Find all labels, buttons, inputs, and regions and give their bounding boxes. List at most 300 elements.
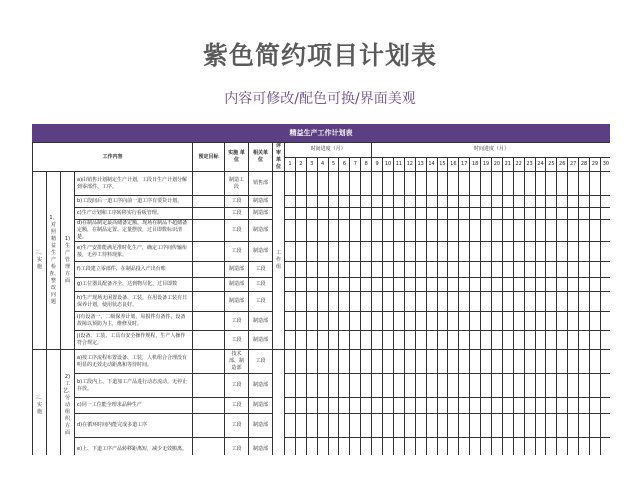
schedule-cell[interactable]: [481, 398, 492, 414]
schedule-cell[interactable]: [404, 262, 415, 278]
schedule-cell[interactable]: [404, 242, 415, 262]
schedule-cell[interactable]: [285, 242, 296, 262]
schedule-cell[interactable]: [491, 350, 502, 374]
schedule-cell[interactable]: [415, 262, 426, 278]
schedule-cell[interactable]: [481, 350, 492, 374]
schedule-cell[interactable]: [448, 242, 459, 262]
schedule-cell[interactable]: [285, 398, 296, 414]
schedule-cell[interactable]: [437, 312, 448, 331]
schedule-cell[interactable]: [535, 438, 546, 456]
schedule-cell[interactable]: [350, 242, 361, 262]
schedule-cell[interactable]: [535, 312, 546, 331]
schedule-cell[interactable]: [535, 331, 546, 350]
schedule-cell[interactable]: [579, 208, 590, 220]
schedule-cell[interactable]: [491, 398, 502, 414]
schedule-cell[interactable]: [535, 414, 546, 438]
schedule-cell[interactable]: [448, 278, 459, 292]
schedule-cell[interactable]: [557, 262, 568, 278]
schedule-cell[interactable]: [502, 292, 513, 312]
schedule-cell[interactable]: [361, 398, 372, 414]
schedule-cell[interactable]: [513, 374, 524, 398]
schedule-cell[interactable]: [579, 292, 590, 312]
schedule-cell[interactable]: [372, 208, 383, 220]
schedule-cell[interactable]: [568, 172, 579, 196]
schedule-cell[interactable]: [317, 172, 328, 196]
schedule-cell[interactable]: [437, 374, 448, 398]
schedule-cell[interactable]: [568, 196, 579, 208]
schedule-cell[interactable]: [502, 312, 513, 331]
schedule-cell[interactable]: [546, 262, 557, 278]
schedule-cell[interactable]: [524, 350, 535, 374]
schedule-cell[interactable]: [404, 292, 415, 312]
schedule-cell[interactable]: [470, 350, 481, 374]
schedule-cell[interactable]: [557, 312, 568, 331]
schedule-cell[interactable]: [361, 292, 372, 312]
schedule-cell[interactable]: [557, 374, 568, 398]
schedule-cell[interactable]: [306, 208, 317, 220]
schedule-cell[interactable]: [383, 196, 394, 208]
schedule-cell[interactable]: [568, 398, 579, 414]
schedule-cell[interactable]: [383, 438, 394, 456]
schedule-cell[interactable]: [481, 438, 492, 456]
schedule-cell[interactable]: [600, 374, 610, 398]
schedule-cell[interactable]: [491, 374, 502, 398]
schedule-cell[interactable]: [328, 398, 339, 414]
schedule-cell[interactable]: [350, 220, 361, 242]
schedule-cell[interactable]: [579, 438, 590, 456]
schedule-cell[interactable]: [415, 312, 426, 331]
schedule-cell[interactable]: [361, 220, 372, 242]
schedule-cell[interactable]: [317, 331, 328, 350]
schedule-cell[interactable]: [350, 414, 361, 438]
schedule-cell[interactable]: [350, 398, 361, 414]
schedule-cell[interactable]: [393, 398, 404, 414]
schedule-cell[interactable]: [513, 292, 524, 312]
schedule-cell[interactable]: [524, 242, 535, 262]
schedule-cell[interactable]: [470, 438, 481, 456]
schedule-cell[interactable]: [328, 414, 339, 438]
schedule-cell[interactable]: [481, 292, 492, 312]
schedule-cell[interactable]: [285, 278, 296, 292]
schedule-cell[interactable]: [448, 292, 459, 312]
schedule-cell[interactable]: [448, 374, 459, 398]
schedule-cell[interactable]: [383, 262, 394, 278]
schedule-cell[interactable]: [415, 374, 426, 398]
schedule-cell[interactable]: [481, 196, 492, 208]
schedule-cell[interactable]: [350, 196, 361, 208]
schedule-cell[interactable]: [502, 414, 513, 438]
schedule-cell[interactable]: [546, 438, 557, 456]
schedule-cell[interactable]: [285, 292, 296, 312]
schedule-cell[interactable]: [600, 331, 610, 350]
schedule-cell[interactable]: [579, 312, 590, 331]
schedule-cell[interactable]: [491, 331, 502, 350]
schedule-cell[interactable]: [295, 350, 306, 374]
schedule-cell[interactable]: [437, 262, 448, 278]
schedule-cell[interactable]: [361, 172, 372, 196]
schedule-cell[interactable]: [459, 220, 470, 242]
schedule-cell[interactable]: [513, 196, 524, 208]
schedule-cell[interactable]: [426, 220, 437, 242]
schedule-cell[interactable]: [481, 278, 492, 292]
schedule-cell[interactable]: [568, 278, 579, 292]
schedule-cell[interactable]: [426, 398, 437, 414]
schedule-cell[interactable]: [448, 438, 459, 456]
schedule-cell[interactable]: [459, 208, 470, 220]
schedule-cell[interactable]: [470, 242, 481, 262]
schedule-cell[interactable]: [481, 172, 492, 196]
schedule-cell[interactable]: [426, 438, 437, 456]
schedule-cell[interactable]: [546, 414, 557, 438]
schedule-cell[interactable]: [350, 331, 361, 350]
schedule-cell[interactable]: [295, 331, 306, 350]
schedule-cell[interactable]: [295, 242, 306, 262]
schedule-cell[interactable]: [295, 172, 306, 196]
schedule-cell[interactable]: [557, 331, 568, 350]
schedule-cell[interactable]: [470, 278, 481, 292]
schedule-cell[interactable]: [513, 438, 524, 456]
schedule-cell[interactable]: [295, 374, 306, 398]
schedule-cell[interactable]: [415, 414, 426, 438]
schedule-cell[interactable]: [317, 208, 328, 220]
schedule-cell[interactable]: [372, 414, 383, 438]
schedule-cell[interactable]: [339, 292, 350, 312]
schedule-cell[interactable]: [481, 312, 492, 331]
schedule-cell[interactable]: [589, 220, 600, 242]
schedule-cell[interactable]: [306, 312, 317, 331]
schedule-cell[interactable]: [295, 278, 306, 292]
schedule-cell[interactable]: [568, 438, 579, 456]
schedule-cell[interactable]: [306, 398, 317, 414]
schedule-cell[interactable]: [372, 220, 383, 242]
schedule-cell[interactable]: [350, 350, 361, 374]
schedule-cell[interactable]: [481, 262, 492, 278]
schedule-cell[interactable]: [393, 278, 404, 292]
schedule-cell[interactable]: [383, 374, 394, 398]
schedule-cell[interactable]: [437, 414, 448, 438]
schedule-cell[interactable]: [437, 208, 448, 220]
schedule-cell[interactable]: [568, 331, 579, 350]
schedule-cell[interactable]: [568, 242, 579, 262]
schedule-cell[interactable]: [459, 278, 470, 292]
schedule-cell[interactable]: [470, 220, 481, 242]
schedule-cell[interactable]: [535, 374, 546, 398]
schedule-cell[interactable]: [557, 172, 568, 196]
schedule-cell[interactable]: [481, 220, 492, 242]
schedule-cell[interactable]: [295, 438, 306, 456]
schedule-cell[interactable]: [524, 220, 535, 242]
schedule-cell[interactable]: [600, 278, 610, 292]
schedule-cell[interactable]: [557, 220, 568, 242]
schedule-cell[interactable]: [372, 331, 383, 350]
schedule-cell[interactable]: [524, 172, 535, 196]
schedule-cell[interactable]: [546, 220, 557, 242]
schedule-cell[interactable]: [491, 292, 502, 312]
schedule-cell[interactable]: [557, 292, 568, 312]
schedule-cell[interactable]: [524, 414, 535, 438]
schedule-cell[interactable]: [546, 196, 557, 208]
schedule-cell[interactable]: [600, 312, 610, 331]
schedule-cell[interactable]: [513, 220, 524, 242]
schedule-cell[interactable]: [328, 196, 339, 208]
schedule-cell[interactable]: [393, 220, 404, 242]
schedule-cell[interactable]: [285, 172, 296, 196]
schedule-cell[interactable]: [459, 312, 470, 331]
schedule-cell[interactable]: [285, 350, 296, 374]
schedule-cell[interactable]: [481, 374, 492, 398]
schedule-cell[interactable]: [470, 331, 481, 350]
schedule-cell[interactable]: [557, 242, 568, 262]
schedule-cell[interactable]: [285, 414, 296, 438]
schedule-cell[interactable]: [306, 414, 317, 438]
schedule-cell[interactable]: [306, 172, 317, 196]
schedule-cell[interactable]: [470, 208, 481, 220]
schedule-cell[interactable]: [448, 196, 459, 208]
schedule-cell[interactable]: [339, 398, 350, 414]
schedule-cell[interactable]: [426, 350, 437, 374]
schedule-cell[interactable]: [589, 196, 600, 208]
schedule-cell[interactable]: [491, 220, 502, 242]
schedule-cell[interactable]: [513, 350, 524, 374]
schedule-cell[interactable]: [383, 220, 394, 242]
schedule-cell[interactable]: [568, 262, 579, 278]
schedule-cell[interactable]: [568, 350, 579, 374]
schedule-cell[interactable]: [306, 242, 317, 262]
schedule-cell[interactable]: [470, 398, 481, 414]
schedule-cell[interactable]: [393, 208, 404, 220]
schedule-cell[interactable]: [437, 438, 448, 456]
schedule-cell[interactable]: [437, 278, 448, 292]
schedule-cell[interactable]: [524, 374, 535, 398]
schedule-cell[interactable]: [589, 208, 600, 220]
schedule-cell[interactable]: [568, 374, 579, 398]
schedule-cell[interactable]: [589, 350, 600, 374]
schedule-cell[interactable]: [448, 398, 459, 414]
schedule-cell[interactable]: [600, 196, 610, 208]
schedule-cell[interactable]: [415, 220, 426, 242]
schedule-cell[interactable]: [524, 438, 535, 456]
schedule-cell[interactable]: [568, 312, 579, 331]
schedule-cell[interactable]: [535, 172, 546, 196]
schedule-cell[interactable]: [295, 312, 306, 331]
schedule-cell[interactable]: [546, 374, 557, 398]
schedule-cell[interactable]: [568, 208, 579, 220]
schedule-cell[interactable]: [361, 242, 372, 262]
schedule-cell[interactable]: [426, 262, 437, 278]
schedule-cell[interactable]: [350, 292, 361, 312]
schedule-cell[interactable]: [372, 438, 383, 456]
schedule-cell[interactable]: [470, 262, 481, 278]
schedule-cell[interactable]: [579, 220, 590, 242]
schedule-cell[interactable]: [481, 208, 492, 220]
schedule-cell[interactable]: [579, 172, 590, 196]
schedule-cell[interactable]: [350, 262, 361, 278]
schedule-cell[interactable]: [535, 220, 546, 242]
schedule-cell[interactable]: [524, 292, 535, 312]
schedule-cell[interactable]: [339, 438, 350, 456]
schedule-cell[interactable]: [328, 262, 339, 278]
schedule-cell[interactable]: [579, 242, 590, 262]
schedule-cell[interactable]: [502, 374, 513, 398]
schedule-cell[interactable]: [328, 350, 339, 374]
schedule-cell[interactable]: [491, 196, 502, 208]
schedule-cell[interactable]: [459, 292, 470, 312]
schedule-cell[interactable]: [306, 262, 317, 278]
schedule-cell[interactable]: [513, 208, 524, 220]
schedule-cell[interactable]: [600, 292, 610, 312]
schedule-cell[interactable]: [502, 172, 513, 196]
schedule-cell[interactable]: [491, 438, 502, 456]
schedule-cell[interactable]: [568, 292, 579, 312]
schedule-cell[interactable]: [350, 208, 361, 220]
schedule-cell[interactable]: [491, 414, 502, 438]
schedule-cell[interactable]: [372, 350, 383, 374]
schedule-cell[interactable]: [383, 331, 394, 350]
schedule-cell[interactable]: [372, 172, 383, 196]
schedule-cell[interactable]: [404, 374, 415, 398]
schedule-cell[interactable]: [579, 196, 590, 208]
schedule-cell[interactable]: [513, 331, 524, 350]
schedule-cell[interactable]: [426, 278, 437, 292]
schedule-cell[interactable]: [491, 278, 502, 292]
schedule-cell[interactable]: [306, 292, 317, 312]
schedule-cell[interactable]: [502, 331, 513, 350]
schedule-cell[interactable]: [404, 312, 415, 331]
schedule-cell[interactable]: [285, 374, 296, 398]
schedule-cell[interactable]: [437, 196, 448, 208]
schedule-cell[interactable]: [295, 220, 306, 242]
schedule-cell[interactable]: [328, 438, 339, 456]
schedule-cell[interactable]: [404, 438, 415, 456]
schedule-cell[interactable]: [404, 398, 415, 414]
schedule-cell[interactable]: [350, 278, 361, 292]
schedule-cell[interactable]: [328, 172, 339, 196]
schedule-cell[interactable]: [295, 262, 306, 278]
schedule-cell[interactable]: [361, 438, 372, 456]
schedule-cell[interactable]: [372, 312, 383, 331]
schedule-cell[interactable]: [328, 312, 339, 331]
schedule-cell[interactable]: [404, 331, 415, 350]
schedule-cell[interactable]: [513, 312, 524, 331]
schedule-cell[interactable]: [579, 414, 590, 438]
schedule-cell[interactable]: [481, 331, 492, 350]
schedule-cell[interactable]: [415, 398, 426, 414]
schedule-cell[interactable]: [415, 278, 426, 292]
schedule-cell[interactable]: [589, 331, 600, 350]
schedule-cell[interactable]: [459, 438, 470, 456]
schedule-cell[interactable]: [328, 331, 339, 350]
schedule-cell[interactable]: [295, 398, 306, 414]
schedule-cell[interactable]: [415, 292, 426, 312]
schedule-cell[interactable]: [415, 242, 426, 262]
schedule-cell[interactable]: [393, 331, 404, 350]
schedule-cell[interactable]: [524, 262, 535, 278]
schedule-cell[interactable]: [404, 172, 415, 196]
schedule-cell[interactable]: [448, 262, 459, 278]
schedule-cell[interactable]: [437, 331, 448, 350]
schedule-cell[interactable]: [437, 350, 448, 374]
schedule-cell[interactable]: [589, 374, 600, 398]
schedule-cell[interactable]: [557, 278, 568, 292]
schedule-cell[interactable]: [589, 278, 600, 292]
schedule-cell[interactable]: [426, 242, 437, 262]
schedule-cell[interactable]: [393, 262, 404, 278]
schedule-cell[interactable]: [306, 331, 317, 350]
schedule-cell[interactable]: [557, 414, 568, 438]
schedule-cell[interactable]: [600, 208, 610, 220]
schedule-cell[interactable]: [285, 220, 296, 242]
schedule-cell[interactable]: [317, 414, 328, 438]
schedule-cell[interactable]: [393, 414, 404, 438]
schedule-cell[interactable]: [317, 312, 328, 331]
schedule-cell[interactable]: [546, 398, 557, 414]
schedule-cell[interactable]: [339, 196, 350, 208]
schedule-cell[interactable]: [437, 242, 448, 262]
schedule-cell[interactable]: [372, 374, 383, 398]
schedule-cell[interactable]: [600, 438, 610, 456]
schedule-cell[interactable]: [383, 172, 394, 196]
schedule-cell[interactable]: [339, 331, 350, 350]
schedule-cell[interactable]: [361, 278, 372, 292]
schedule-cell[interactable]: [524, 196, 535, 208]
schedule-cell[interactable]: [383, 242, 394, 262]
schedule-cell[interactable]: [372, 398, 383, 414]
schedule-cell[interactable]: [589, 172, 600, 196]
schedule-cell[interactable]: [524, 278, 535, 292]
schedule-cell[interactable]: [448, 208, 459, 220]
schedule-cell[interactable]: [579, 262, 590, 278]
schedule-cell[interactable]: [589, 242, 600, 262]
schedule-cell[interactable]: [459, 374, 470, 398]
schedule-cell[interactable]: [600, 220, 610, 242]
schedule-cell[interactable]: [524, 331, 535, 350]
schedule-cell[interactable]: [579, 278, 590, 292]
schedule-cell[interactable]: [285, 438, 296, 456]
schedule-cell[interactable]: [426, 331, 437, 350]
schedule-cell[interactable]: [535, 278, 546, 292]
schedule-cell[interactable]: [415, 331, 426, 350]
schedule-cell[interactable]: [426, 312, 437, 331]
schedule-cell[interactable]: [557, 350, 568, 374]
schedule-cell[interactable]: [502, 398, 513, 414]
schedule-cell[interactable]: [546, 312, 557, 331]
schedule-cell[interactable]: [285, 262, 296, 278]
schedule-cell[interactable]: [285, 208, 296, 220]
schedule-cell[interactable]: [579, 331, 590, 350]
schedule-cell[interactable]: [339, 414, 350, 438]
schedule-cell[interactable]: [470, 312, 481, 331]
schedule-cell[interactable]: [589, 398, 600, 414]
schedule-cell[interactable]: [361, 208, 372, 220]
schedule-cell[interactable]: [339, 374, 350, 398]
schedule-cell[interactable]: [600, 262, 610, 278]
schedule-cell[interactable]: [546, 350, 557, 374]
schedule-cell[interactable]: [600, 414, 610, 438]
schedule-cell[interactable]: [437, 220, 448, 242]
schedule-cell[interactable]: [502, 350, 513, 374]
schedule-cell[interactable]: [339, 208, 350, 220]
schedule-cell[interactable]: [306, 196, 317, 208]
schedule-cell[interactable]: [448, 172, 459, 196]
schedule-cell[interactable]: [383, 292, 394, 312]
schedule-cell[interactable]: [589, 438, 600, 456]
schedule-cell[interactable]: [306, 220, 317, 242]
schedule-cell[interactable]: [513, 262, 524, 278]
schedule-cell[interactable]: [295, 414, 306, 438]
schedule-cell[interactable]: [306, 438, 317, 456]
schedule-cell[interactable]: [491, 262, 502, 278]
schedule-cell[interactable]: [361, 331, 372, 350]
